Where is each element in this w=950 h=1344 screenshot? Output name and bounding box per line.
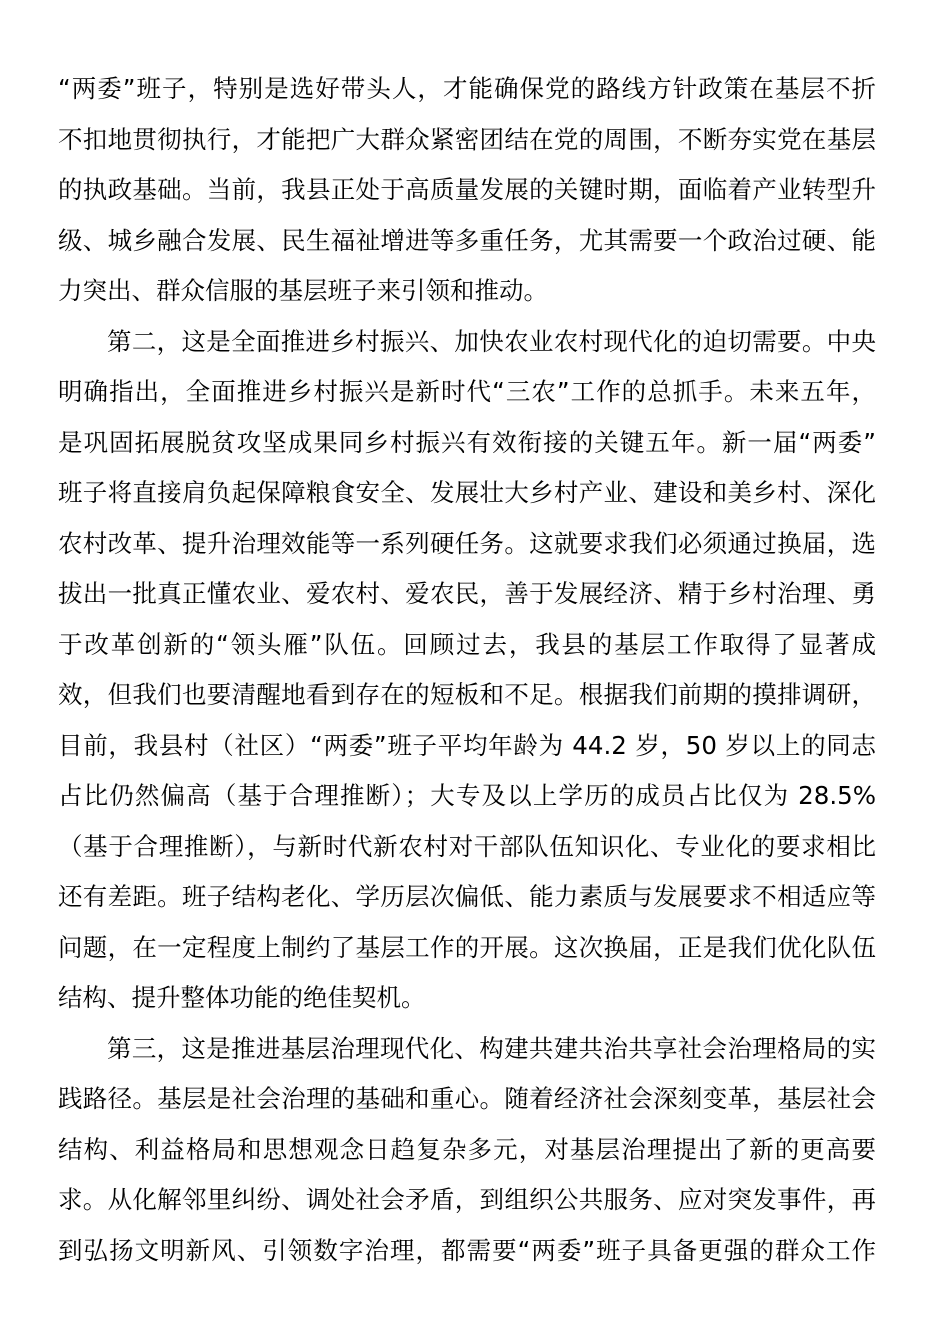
text-line: 目前，我县村（社区）“两委”班子平均年龄为 44.2 岁，50 岁以上的同志: [58, 730, 876, 760]
text-line: 班子将直接肩负起保障粮食安全、发展壮大乡村产业、建设和美乡村、深化: [58, 478, 876, 507]
text-line: “两委”班子，特别是选好带头人，才能确保党的路线方针政策在基层不折: [58, 74, 876, 103]
text-line: 力突出、群众信服的基层班子来引领和推动。: [58, 276, 548, 305]
text-line: 拔出一批真正懂农业、爱农村、爱农民，善于发展经济、精于乡村治理、勇: [58, 579, 876, 608]
paragraph-start-line: 第三，这是推进基层治理现代化、构建共建共治共享社会治理格局的实: [107, 1033, 876, 1063]
text-line: 结构、提升整体功能的绝佳契机。: [58, 983, 426, 1012]
text-line: 还有差距。班子结构老化、学历层次偏低、能力素质与发展要求不相适应等: [58, 882, 876, 911]
paragraph-start-line: 第二，这是全面推进乡村振兴、加快农业农村现代化的迫切需要。中央: [107, 326, 876, 356]
text-line: 结构、利益格局和思想观念日趋复杂多元，对基层治理提出了新的更高要: [58, 1134, 876, 1164]
text-line: （基于合理推断），与新时代新农村对干部队伍知识化、专业化的要求相比: [58, 831, 876, 861]
text-line: 农村改革、提升治理效能等一系列硬任务。这就要求我们必须通过换届，选: [58, 528, 876, 558]
text-line: 不扣地贯彻执行，才能把广大群众紧密团结在党的周围，不断夯实党在基层: [58, 124, 876, 154]
text-line: 级、城乡融合发展、民生福祉增进等多重任务，尤其需要一个政治过硬、能: [58, 225, 876, 255]
text-line: 到弘扬文明新风、引领数字治理，都需要“两委”班子具备更强的群众工作: [58, 1235, 876, 1265]
text-line: 问题，在一定程度上制约了基层工作的开展。这次换届，正是我们优化队伍: [58, 932, 876, 962]
text-line: 践路径。基层是社会治理的基础和重心。随着经济社会深刻变革，基层社会: [58, 1084, 876, 1113]
text-line: 效，但我们也要清醒地看到存在的短板和不足。根据我们前期的摸排调研，: [58, 680, 876, 709]
text-line: 于改革创新的“领头雁”队伍。回顾过去，我县的基层工作取得了显著成: [58, 629, 876, 659]
text-line: 明确指出，全面推进乡村振兴是新时代“三农”工作的总抓手。未来五年，: [58, 377, 876, 406]
text-line: 是巩固拓展脱贫攻坚成果同乡村振兴有效衔接的关键五年。新一届“两委”: [58, 427, 876, 457]
text-line: 占比仍然偏高（基于合理推断）；大专及以上学历的成员占比仅为 28.5%: [58, 781, 876, 810]
text-line: 的执政基础。当前，我县正处于高质量发展的关键时期，面临着产业转型升: [58, 175, 876, 204]
document-page: [58, 64, 876, 1276]
text-line: 求。从化解邻里纠纷、调处社会矛盾，到组织公共服务、应对突发事件，再: [58, 1185, 876, 1214]
